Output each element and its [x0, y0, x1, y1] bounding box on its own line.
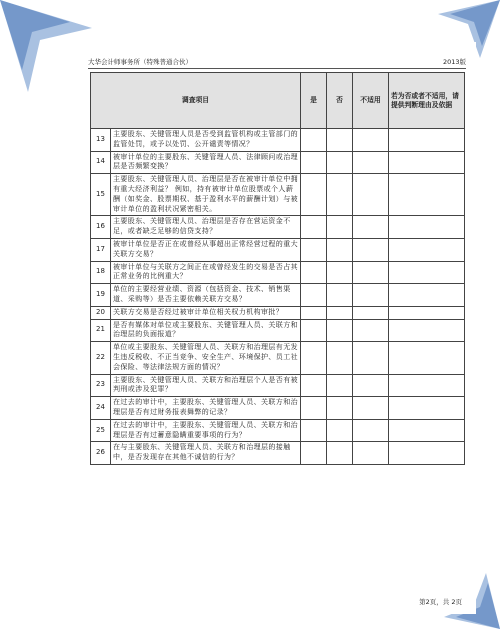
header-basis: 若为否或者不适用，请提供判断理由及依据	[389, 73, 465, 129]
na-cell[interactable]	[353, 174, 389, 216]
na-cell[interactable]	[353, 419, 389, 442]
basis-cell[interactable]	[389, 174, 465, 216]
basis-cell[interactable]	[389, 261, 465, 284]
row-number: 22	[91, 342, 111, 374]
table-row	[91, 319, 465, 342]
row-number: 24	[91, 397, 111, 420]
page-header	[88, 52, 466, 69]
na-cell[interactable]	[353, 442, 389, 465]
row-question: 在过去的审计中，主要股东、关键管理人员、关联方和治理层是否有过财务报表舞弊的记录？	[111, 397, 301, 420]
table-row	[91, 174, 465, 216]
header-item: 调查项目	[91, 73, 301, 129]
basis-cell[interactable]	[389, 284, 465, 307]
row-number: 26	[91, 442, 111, 465]
na-cell[interactable]	[353, 238, 389, 261]
table-row	[91, 306, 465, 319]
yes-cell[interactable]	[301, 374, 327, 397]
header-yes: 是	[301, 73, 327, 129]
basis-cell[interactable]	[389, 442, 465, 465]
row-question: 是否有媒体对单位或主要股东、关键管理人员、关联方和治理层的负面报道？	[111, 319, 301, 342]
yes-cell[interactable]	[301, 129, 327, 152]
table-row	[91, 261, 465, 284]
basis-cell[interactable]	[389, 374, 465, 397]
yes-cell[interactable]	[301, 442, 327, 465]
na-cell[interactable]	[353, 397, 389, 420]
basis-cell[interactable]	[389, 238, 465, 261]
no-cell[interactable]	[327, 419, 353, 442]
yes-cell[interactable]	[301, 238, 327, 261]
row-number: 13	[91, 129, 111, 152]
table-row	[91, 419, 465, 442]
yes-cell[interactable]	[301, 261, 327, 284]
table-row	[91, 374, 465, 397]
row-number: 19	[91, 284, 111, 307]
na-cell[interactable]	[353, 319, 389, 342]
row-number: 15	[91, 174, 111, 216]
no-cell[interactable]	[327, 442, 353, 465]
basis-cell[interactable]	[389, 216, 465, 239]
header-no: 否	[327, 73, 353, 129]
table-row	[91, 238, 465, 261]
row-question: 在过去的审计中，主要股东、关键管理人员、关联方和治理层是否有过蓄意隐瞒重要事项的行为？	[111, 419, 301, 442]
no-cell[interactable]	[327, 319, 353, 342]
table-row	[91, 129, 465, 152]
row-question: 被审计单位的主要股东、关键管理人员、法律顾问或治理层是否频繁变换？	[111, 151, 301, 174]
document-page	[78, 42, 476, 614]
row-question: 在与主要股东、关键管理人员、关联方和治理层的接触中，是否发现存在其他不诚信的行为？	[111, 442, 301, 465]
na-cell[interactable]	[353, 261, 389, 284]
row-question: 主要股东、关键管理人员、关联方和治理层个人是否有被判刑或涉及犯罪？	[111, 374, 301, 397]
no-cell[interactable]	[327, 238, 353, 261]
no-cell[interactable]	[327, 397, 353, 420]
no-cell[interactable]	[327, 129, 353, 152]
table-row	[91, 151, 465, 174]
na-cell[interactable]	[353, 306, 389, 319]
table-row	[91, 342, 465, 374]
yes-cell[interactable]	[301, 342, 327, 374]
row-number: 16	[91, 216, 111, 239]
yes-cell[interactable]	[301, 151, 327, 174]
survey-table	[90, 72, 465, 465]
no-cell[interactable]	[327, 174, 353, 216]
version-label: 2013版	[442, 58, 466, 66]
firm-name: 大华会计师事务所（特殊普通合伙）	[88, 58, 192, 66]
basis-cell[interactable]	[389, 129, 465, 152]
row-number: 23	[91, 374, 111, 397]
page-number: 第2页，共 2页	[419, 598, 462, 606]
yes-cell[interactable]	[301, 216, 327, 239]
row-number: 14	[91, 151, 111, 174]
row-question: 单位的主要经营业绩、资源（包括资金、技术、销售渠道、采购等）是否主要依赖关联方交易？	[111, 284, 301, 307]
row-question: 主要股东、关键管理人员、治理层是否在被审计单位中拥有重大经济利益？ 例如，持有被审计单位股票或个人薪酬（如奖金、股票期权、基于盈利水平的薪酬计划）与被审计单位的盈利状况紧密相关。	[111, 174, 301, 216]
no-cell[interactable]	[327, 342, 353, 374]
row-number: 17	[91, 238, 111, 261]
row-number: 21	[91, 319, 111, 342]
basis-cell[interactable]	[389, 342, 465, 374]
basis-cell[interactable]	[389, 151, 465, 174]
no-cell[interactable]	[327, 284, 353, 307]
row-question: 被审计单位与关联方之间正在或曾经发生的交易是否占其正常业务的比例重大？	[111, 261, 301, 284]
basis-cell[interactable]	[389, 319, 465, 342]
table-row	[91, 442, 465, 465]
basis-cell[interactable]	[389, 419, 465, 442]
na-cell[interactable]	[353, 129, 389, 152]
na-cell[interactable]	[353, 151, 389, 174]
yes-cell[interactable]	[301, 419, 327, 442]
row-question: 被审计单位是否正在或曾经从事超出正常经营过程的重大关联方交易？	[111, 238, 301, 261]
yes-cell[interactable]	[301, 397, 327, 420]
na-cell[interactable]	[353, 374, 389, 397]
na-cell[interactable]	[353, 342, 389, 374]
yes-cell[interactable]	[301, 319, 327, 342]
header-na: 不适用	[353, 73, 389, 129]
basis-cell[interactable]	[389, 306, 465, 319]
row-question: 关联方交易是否经过被审计单位相关权力机构审批？	[111, 306, 301, 319]
na-cell[interactable]	[353, 284, 389, 307]
no-cell[interactable]	[327, 374, 353, 397]
no-cell[interactable]	[327, 151, 353, 174]
no-cell[interactable]	[327, 306, 353, 319]
no-cell[interactable]	[327, 216, 353, 239]
yes-cell[interactable]	[301, 174, 327, 216]
yes-cell[interactable]	[301, 306, 327, 319]
na-cell[interactable]	[353, 216, 389, 239]
table-row	[91, 216, 465, 239]
no-cell[interactable]	[327, 261, 353, 284]
table-row	[91, 397, 465, 420]
row-question: 主要股东、关键管理人员是否受到监管机构或主管部门的监管处罚，或予以处罚、公开谴责等情况？	[111, 129, 301, 152]
row-question: 主要股东、关键管理人员、治理层是否存在营运资金不足，或者缺乏足够的信贷支持？	[111, 216, 301, 239]
row-number: 18	[91, 261, 111, 284]
row-number: 20	[91, 306, 111, 319]
table-row	[91, 284, 465, 307]
row-number: 25	[91, 419, 111, 442]
basis-cell[interactable]	[389, 397, 465, 420]
row-question: 单位或主要股东、关键管理人员、关联方和治理层有无发生违反税收、不正当竞争、安全生产、环境保护、员工社会保险、等法律法规方面的情况？	[111, 342, 301, 374]
yes-cell[interactable]	[301, 284, 327, 307]
table-header-row	[91, 73, 465, 129]
